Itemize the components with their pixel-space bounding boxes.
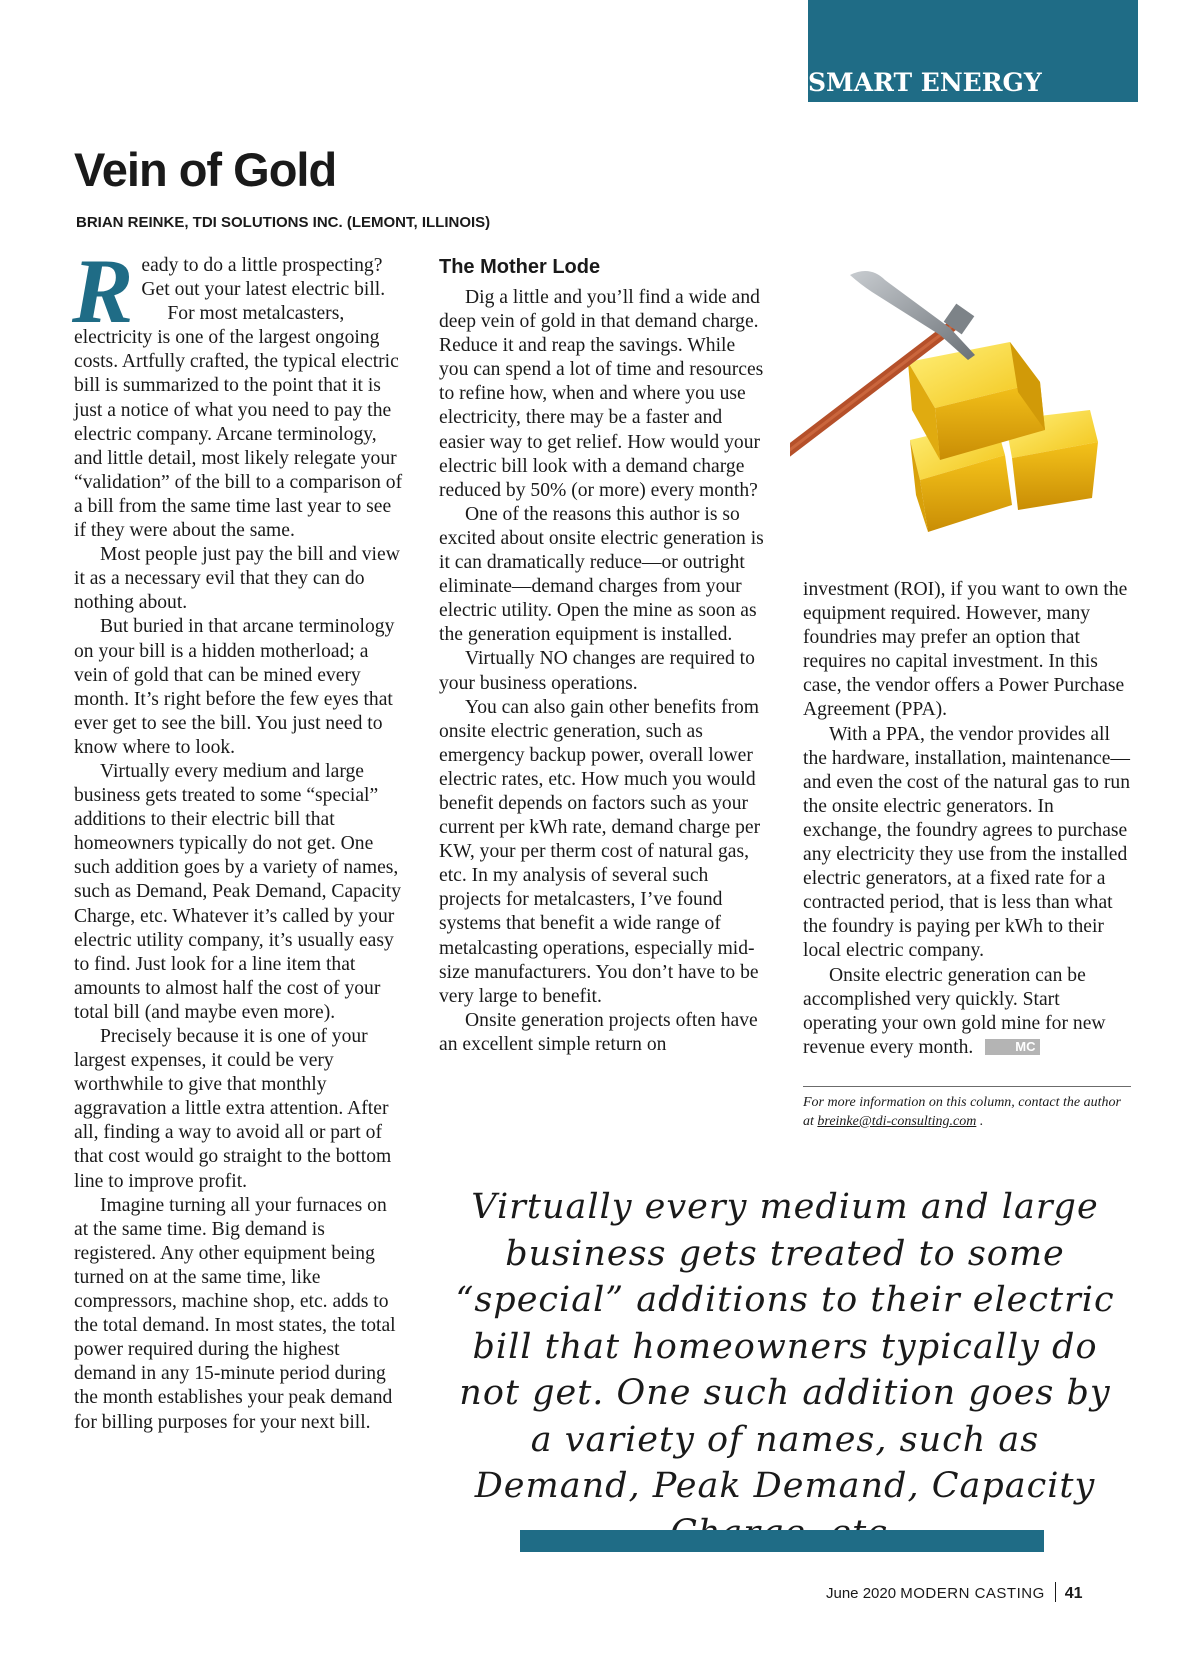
- column-3-body: [803, 723, 1133, 964]
- article-title: Vein of Gold: [74, 143, 337, 196]
- col2-paragraph-4: You can also gain other benefits from onsite electric generation, such as emergency backup power, overall lower electric rates, etc. How much you would benefit depends on factors such as your current per kWh rate, demand charge per KW, your per therm cost of natural gas, etc. In my analysis of several such projects for metalcasters, I’ve found systems that benefit a wide range of metalcasting operations, especially mid-size manufacturers. You don’t have to be very large to benefit.: [439, 696, 761, 1007]
- drop-cap: R: [72, 240, 134, 342]
- col1-paragraph-6: Imagine turning all your furnaces on at the same time. Big demand is registered. Any other equipment being turned on at the same time, like compressors, machine shop, etc. adds to the total demand. In most states, the total power required during the highest demand in any 15-minute period during the month establishes your peak demand for billing purposes for your next bill.: [74, 1194, 396, 1433]
- col2-paragraph-5: Onsite generation projects often have an excellent simple return on: [439, 1009, 758, 1055]
- pull-quote-bar: [520, 1530, 1044, 1552]
- footer-magazine: MODERN CASTING: [900, 1585, 1045, 1602]
- divider: [803, 1086, 1131, 1087]
- intro-paragraph: eady to do a little prospecting? Get out your latest electric bill.: [141, 255, 386, 301]
- contact-note: [803, 1093, 1133, 1131]
- gold-bars: [908, 342, 1098, 532]
- col2-paragraph-2: One of the reasons this author is so excited about onsite electric generation is it can dramatically reduce—or outright eliminate—demand charges from your electric utility. Open the mine as soon as the generation equipment is installed.: [439, 503, 764, 646]
- byline: BRIAN REINKE, TDI SOLUTIONS INC. (LEMONT, ILLINOIS): [76, 214, 491, 231]
- col3-last-text: Onsite electric generation can be accomplished very quickly. Start operating your own gold mine for new revenue every month.: [803, 964, 1106, 1058]
- pickaxe-gold-bars-illustration: [790, 270, 1140, 540]
- column-2: [439, 286, 769, 1057]
- contact-email-link[interactable]: breinke@tdi-consulting.com: [817, 1114, 977, 1129]
- column-3: [803, 578, 1133, 1060]
- col3-paragraph-1: With a PPA, the vendor provides all the hardware, installation, maintenance—and even the cost of the natural gas to run the onsite electric generators. In exchange, the foundry agrees to purchase any electricity they use from the installed electric generators, at a fixed rate for a contracted period, that is less than what the foundry is paying per kWh to their local electric company.: [803, 723, 1130, 962]
- col2-paragraph-1: Dig a little and you’ll find a wide and deep vein of gold in that demand charge. Reduce it and reap the savings. While you can spend a lot of time and resources to refine how, when and where you use electricity, there may be a faster and easier way to get relief. How would your electric bill look with a demand charge reduced by 50% (or more) every month?: [439, 287, 764, 501]
- col1-paragraph-1: For most metalcasters, electricity is one of the largest ongoing costs. Artfully crafted, the typical electric bill is summarized to the point that it is just a notice of what you need to pay the electric company. Arcane terminology, and little detail, most likely relegate your “validation” of the bill to a comparison of a bill from the same time last year to see if they were about the same.: [74, 303, 403, 542]
- column-1: [72, 240, 404, 1435]
- pull-quote: Virtually every medium and large business gets treated to some “special” additions to their electric bill that homeowners typically do not get. One such addition goes by a variety of names, such as Demand, Peak Demand, Capacity: [455, 1187, 1115, 1506]
- col3-last-paragraph: [803, 964, 1133, 1060]
- page-footer: [826, 1582, 1083, 1603]
- col1-paragraph-5: Precisely because it is one of your largest expenses, it could be very worthwhile to give that monthly aggravation a little extra attention. After all, finding a way to avoid all or part of that cost would go straight to the bottom line to improve profit.: [74, 1026, 392, 1192]
- column-2-body: [439, 286, 769, 1057]
- col1-paragraph-3: But buried in that arcane terminology on your bill is a hidden motherload; a vein of gold that can be mined every month. It’s right before the few eyes that ever get to see the bill. You just need to know where to look.: [74, 616, 395, 758]
- column-1-body: [74, 302, 404, 1434]
- page-number: 41: [1064, 1585, 1083, 1602]
- end-mark: MC: [985, 1039, 1039, 1055]
- col3-first-paragraph: investment (ROI), if you want to own the equipment required. However, many foundries may prefer an option that requires no capital investment. In this case, the vendor offers a Power Purchase Agreement (PPA).: [803, 579, 1128, 721]
- col1-paragraph-4: Virtually every medium and large business gets treated to some “special” additions to their electric bill that homeowners typically do not get. One such addition goes by a variety of names, such as Demand, Peak Demand, Capacity Charge, etc. Whatever it’s called by your electric utility company, it’s usually easy to find. Just look for a line item that amounts to almost half the cost of your total bill (and maybe even more).: [74, 760, 402, 1023]
- col2-paragraph-3: Virtually NO changes are required to your business operations.: [439, 648, 755, 694]
- section-label: SMART ENERGY: [808, 68, 1042, 97]
- footer-separator: [1055, 1582, 1056, 1602]
- col1-paragraph-2: Most people just pay the bill and view it as a necessary evil that they can do nothing about.: [74, 544, 400, 614]
- footer-date: June 2020: [826, 1585, 897, 1602]
- subhead: The Mother Lode: [439, 256, 601, 278]
- contact-text: For more information on this column, contact the author at: [803, 1095, 1121, 1129]
- contact-end: .: [979, 1114, 984, 1129]
